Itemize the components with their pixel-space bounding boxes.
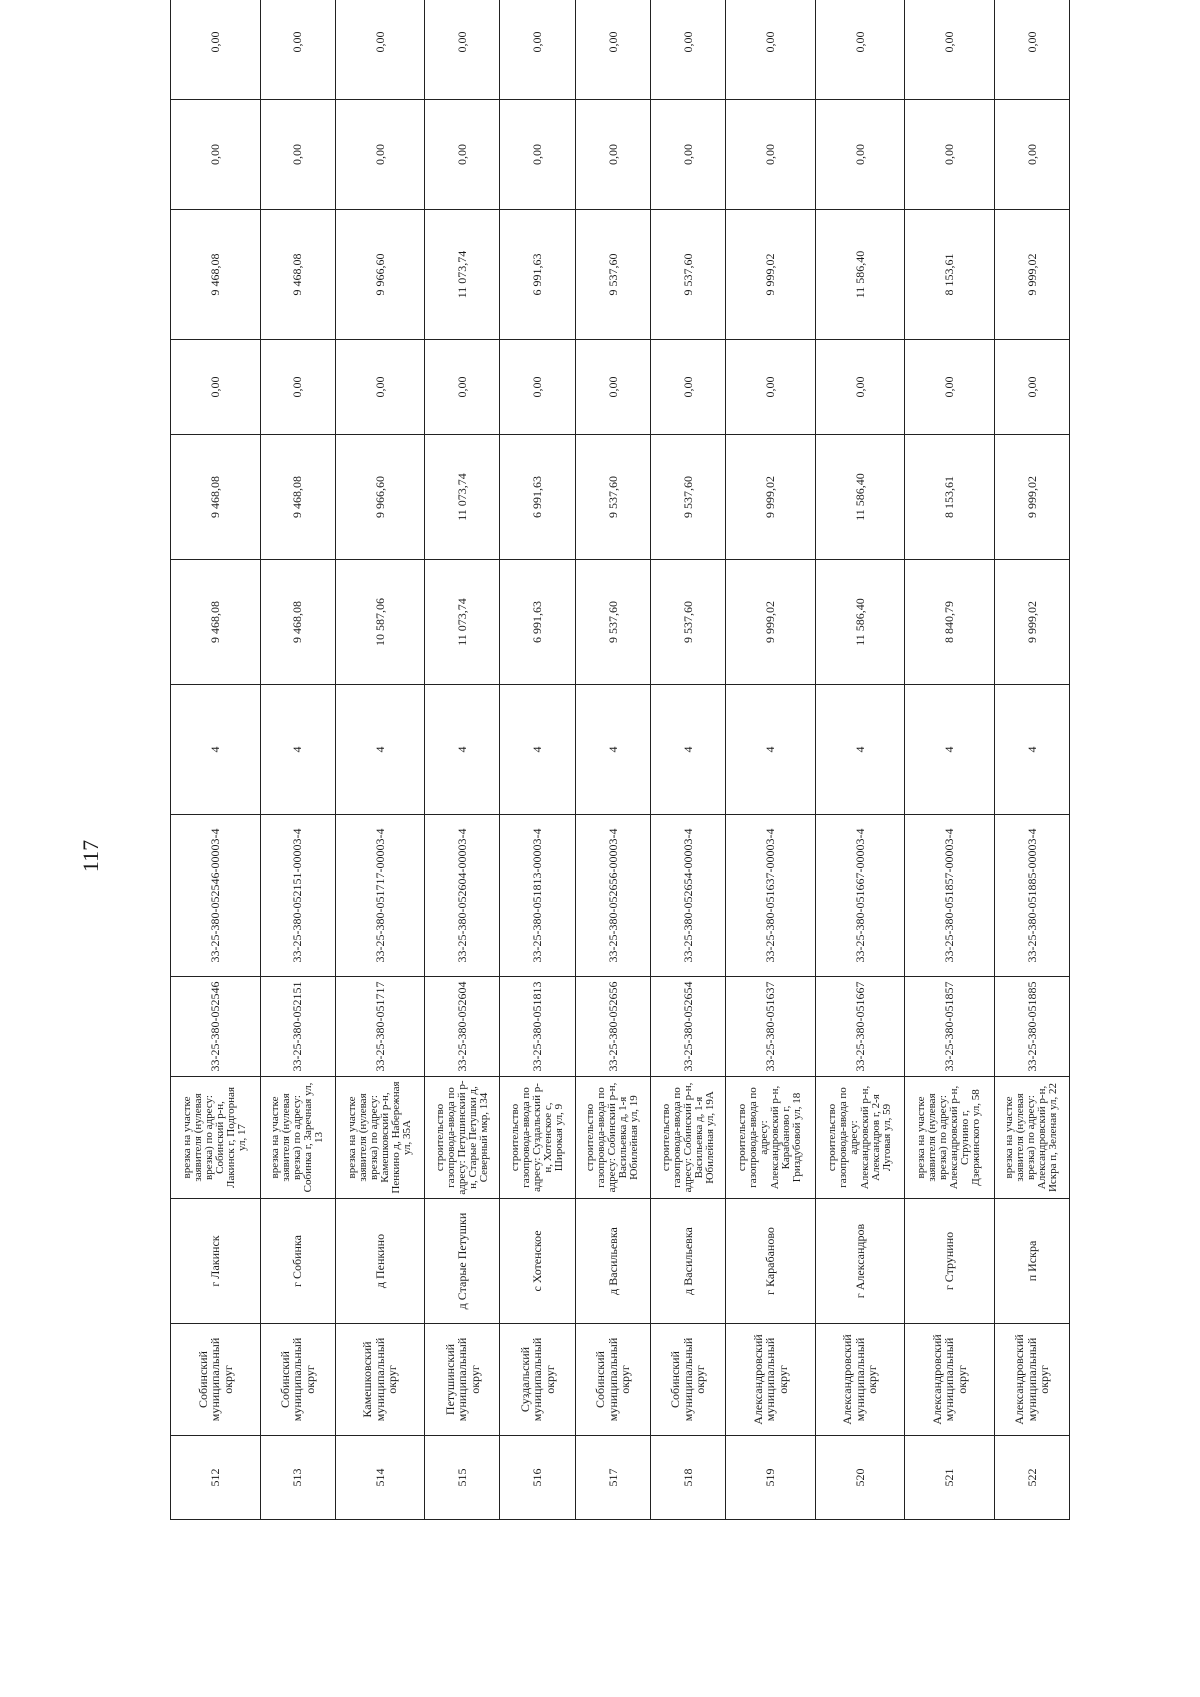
cell-amount-3: 0,00 <box>905 340 995 435</box>
cell-amount-3: 0,00 <box>575 340 650 435</box>
table-row <box>335 0 425 1520</box>
cell-amount-4: 9 537,60 <box>650 210 725 340</box>
cell-settlement: п Искра <box>994 1199 1069 1324</box>
cell-row-number: 520 <box>815 1436 905 1520</box>
cell-settlement: г Лакинск <box>171 1199 261 1324</box>
cell-cadastral-number: 33-25-380-051885 <box>994 977 1069 1077</box>
cell-district: Александровский муниципальный округ <box>905 1324 995 1436</box>
cell-amount-1: 11 586,40 <box>815 560 905 685</box>
cell-district: Александровский муниципальный округ <box>994 1324 1069 1436</box>
cell-row-number: 521 <box>905 1436 995 1520</box>
cell-category: 4 <box>335 685 425 815</box>
cell-category: 4 <box>500 685 575 815</box>
cell-application-id: 33-25-380-052546-00003-4 <box>171 815 261 977</box>
cell-category: 4 <box>815 685 905 815</box>
cell-amount-4: 9 468,08 <box>260 210 335 340</box>
cell-amount-6: 0,00 <box>994 0 1069 100</box>
cell-amount-1: 6 991,63 <box>500 560 575 685</box>
table-body <box>171 0 1070 1520</box>
cell-cadastral-number: 33-25-380-051637 <box>726 977 816 1077</box>
cell-application-id: 33-25-380-052654-00003-4 <box>650 815 725 977</box>
cell-row-number: 512 <box>171 1436 261 1520</box>
table-row <box>171 0 261 1520</box>
cell-cadastral-number: 33-25-380-051667 <box>815 977 905 1077</box>
table-row <box>650 0 725 1520</box>
cell-district: Собинский муниципальный округ <box>260 1324 335 1436</box>
cell-category: 4 <box>726 685 816 815</box>
cell-amount-2: 11 073,74 <box>425 435 500 560</box>
cell-cadastral-number: 33-25-380-052546 <box>171 977 261 1077</box>
cell-application-id: 33-25-380-051717-00003-4 <box>335 815 425 977</box>
cell-amount-6: 0,00 <box>260 0 335 100</box>
cell-cadastral-number: 33-25-380-052654 <box>650 977 725 1077</box>
cell-amount-1: 9 999,02 <box>994 560 1069 685</box>
cell-amount-5: 0,00 <box>994 100 1069 210</box>
cell-amount-3: 0,00 <box>260 340 335 435</box>
cell-amount-2: 9 537,60 <box>575 435 650 560</box>
cell-application-id: 33-25-380-051813-00003-4 <box>500 815 575 977</box>
cell-cadastral-number: 33-25-380-051857 <box>905 977 995 1077</box>
cell-amount-5: 0,00 <box>815 100 905 210</box>
cell-address: врезка на участке заявителя (нулевая врезка) по адресу: Александровский р-н, Искра п, Зеленая ул, 22 <box>994 1077 1069 1199</box>
cell-address: строительство газопровода-ввода по адресу: Петушинский р-н, Старые Петушки д, Северный мкр, 134 <box>425 1077 500 1199</box>
cell-row-number: 522 <box>994 1436 1069 1520</box>
cell-amount-4: 9 966,60 <box>335 210 425 340</box>
cell-address: врезка на участке заявителя (нулевая врезка) по адресу: Собинка г, Заречная ул, 13 <box>260 1077 335 1199</box>
cell-amount-4: 9 468,08 <box>171 210 261 340</box>
cell-cadastral-number: 33-25-380-051813 <box>500 977 575 1077</box>
cell-amount-6: 0,00 <box>905 0 995 100</box>
cell-application-id: 33-25-380-051885-00003-4 <box>994 815 1069 977</box>
cell-amount-6: 0,00 <box>575 0 650 100</box>
cell-application-id: 33-25-380-052151-00003-4 <box>260 815 335 977</box>
register-table <box>170 0 1070 1520</box>
cell-amount-6: 0,00 <box>425 0 500 100</box>
cell-settlement: д Старые Петушки <box>425 1199 500 1324</box>
cell-amount-3: 0,00 <box>500 340 575 435</box>
cell-address: врезка на участке заявителя (нулевая врезка) по адресу: Собинский р-н, Лакинск г, Подгорная ул, 17 <box>171 1077 261 1199</box>
cell-amount-5: 0,00 <box>500 100 575 210</box>
cell-application-id: 33-25-380-052656-00003-4 <box>575 815 650 977</box>
cell-cadastral-number: 33-25-380-052656 <box>575 977 650 1077</box>
cell-amount-1: 9 468,08 <box>260 560 335 685</box>
cell-category: 4 <box>905 685 995 815</box>
cell-address: врезка на участке заявителя (нулевая врезка) по адресу: Камешковский р-н, Пенкино д, Набережная ул, 35А <box>335 1077 425 1199</box>
cell-cadastral-number: 33-25-380-051717 <box>335 977 425 1077</box>
cell-district: Петушинский муниципальный округ <box>425 1324 500 1436</box>
cell-amount-1: 10 587,06 <box>335 560 425 685</box>
cell-amount-2: 9 468,08 <box>260 435 335 560</box>
cell-amount-2: 9 999,02 <box>994 435 1069 560</box>
cell-address: врезка на участке заявителя (нулевая врезка) по адресу: Александровский р-н, Струнино г, Дзержинского ул, 58 <box>905 1077 995 1199</box>
cell-row-number: 514 <box>335 1436 425 1520</box>
cell-application-id: 33-25-380-051667-00003-4 <box>815 815 905 977</box>
cell-amount-4: 8 153,61 <box>905 210 995 340</box>
table-row <box>260 0 335 1520</box>
cell-row-number: 518 <box>650 1436 725 1520</box>
cell-address: строительство газопровода-ввода по адресу: Суздальский р-н, Хотенское с, Широкая ул, 9 <box>500 1077 575 1199</box>
cell-district: Собинский муниципальный округ <box>575 1324 650 1436</box>
cell-row-number: 513 <box>260 1436 335 1520</box>
cell-amount-1: 11 073,74 <box>425 560 500 685</box>
table-row <box>994 0 1069 1520</box>
cell-amount-6: 0,00 <box>726 0 816 100</box>
cell-district: Александровский муниципальный округ <box>726 1324 816 1436</box>
cell-category: 4 <box>260 685 335 815</box>
table-row <box>726 0 816 1520</box>
cell-amount-4: 11 586,40 <box>815 210 905 340</box>
cell-amount-3: 0,00 <box>425 340 500 435</box>
table-row <box>425 0 500 1520</box>
cell-settlement: г Карабаново <box>726 1199 816 1324</box>
cell-application-id: 33-25-380-052604-00003-4 <box>425 815 500 977</box>
cell-amount-1: 9 468,08 <box>171 560 261 685</box>
cell-row-number: 519 <box>726 1436 816 1520</box>
cell-amount-1: 9 999,02 <box>726 560 816 685</box>
cell-settlement: г Собинка <box>260 1199 335 1324</box>
cell-category: 4 <box>425 685 500 815</box>
cell-category: 4 <box>171 685 261 815</box>
cell-cadastral-number: 33-25-380-052151 <box>260 977 335 1077</box>
cell-amount-4: 9 537,60 <box>575 210 650 340</box>
cell-amount-6: 0,00 <box>815 0 905 100</box>
cell-settlement: с Хотенское <box>500 1199 575 1324</box>
cell-amount-2: 9 999,02 <box>726 435 816 560</box>
cell-amount-2: 9 966,60 <box>335 435 425 560</box>
cell-amount-5: 0,00 <box>260 100 335 210</box>
cell-amount-5: 0,00 <box>171 100 261 210</box>
cell-amount-2: 11 586,40 <box>815 435 905 560</box>
cell-cadastral-number: 33-25-380-052604 <box>425 977 500 1077</box>
table-row <box>575 0 650 1520</box>
cell-settlement: г Александров <box>815 1199 905 1324</box>
cell-amount-1: 9 537,60 <box>650 560 725 685</box>
cell-amount-2: 9 468,08 <box>171 435 261 560</box>
cell-address: строительство газопровода-ввода по адресу: Собинский р-н, Васильевка д, 1-я Юбилейная ул, 19 <box>575 1077 650 1199</box>
table-row <box>815 0 905 1520</box>
cell-amount-2: 6 991,63 <box>500 435 575 560</box>
cell-application-id: 33-25-380-051857-00003-4 <box>905 815 995 977</box>
cell-amount-3: 0,00 <box>650 340 725 435</box>
table-row <box>500 0 575 1520</box>
cell-amount-1: 9 537,60 <box>575 560 650 685</box>
cell-settlement: д Васильевка <box>650 1199 725 1324</box>
cell-amount-3: 0,00 <box>726 340 816 435</box>
cell-settlement: д Пенкино <box>335 1199 425 1324</box>
table-row <box>905 0 995 1520</box>
cell-amount-4: 9 999,02 <box>726 210 816 340</box>
page-number: 117 <box>78 839 104 873</box>
rotated-table-container <box>170 31 1070 1520</box>
cell-amount-6: 0,00 <box>650 0 725 100</box>
cell-district: Камешковский муниципальный округ <box>335 1324 425 1436</box>
cell-amount-4: 11 073,74 <box>425 210 500 340</box>
cell-amount-5: 0,00 <box>726 100 816 210</box>
cell-row-number: 515 <box>425 1436 500 1520</box>
cell-address: строительство газопровода-ввода по адресу: Александровский р-н, Карабаново г, Гриздубовой ул, 18 <box>726 1077 816 1199</box>
cell-amount-6: 0,00 <box>335 0 425 100</box>
cell-amount-2: 9 537,60 <box>650 435 725 560</box>
cell-amount-5: 0,00 <box>905 100 995 210</box>
cell-amount-6: 0,00 <box>171 0 261 100</box>
cell-amount-5: 0,00 <box>575 100 650 210</box>
cell-amount-3: 0,00 <box>994 340 1069 435</box>
cell-amount-3: 0,00 <box>171 340 261 435</box>
cell-address: строительство газопровода-ввода по адресу: Собинский р-н, Васильевка д, 1-я Юбилейная ул, 19А <box>650 1077 725 1199</box>
cell-amount-4: 9 999,02 <box>994 210 1069 340</box>
cell-row-number: 517 <box>575 1436 650 1520</box>
cell-amount-5: 0,00 <box>335 100 425 210</box>
cell-settlement: д Васильевка <box>575 1199 650 1324</box>
cell-row-number: 516 <box>500 1436 575 1520</box>
cell-district: Суздальский муниципальный округ <box>500 1324 575 1436</box>
cell-amount-3: 0,00 <box>335 340 425 435</box>
cell-address: строительство газопровода-ввода по адресу: Александровский р-н, Александров г, 2-я Луговая ул, 59 <box>815 1077 905 1199</box>
cell-amount-4: 6 991,63 <box>500 210 575 340</box>
cell-amount-6: 0,00 <box>500 0 575 100</box>
cell-district: Александровский муниципальный округ <box>815 1324 905 1436</box>
cell-amount-1: 8 840,79 <box>905 560 995 685</box>
cell-category: 4 <box>994 685 1069 815</box>
cell-district: Собинский муниципальный округ <box>171 1324 261 1436</box>
cell-settlement: г Струнино <box>905 1199 995 1324</box>
cell-district: Собинский муниципальный округ <box>650 1324 725 1436</box>
cell-application-id: 33-25-380-051637-00003-4 <box>726 815 816 977</box>
cell-category: 4 <box>650 685 725 815</box>
cell-amount-5: 0,00 <box>650 100 725 210</box>
cell-amount-5: 0,00 <box>425 100 500 210</box>
cell-category: 4 <box>575 685 650 815</box>
cell-amount-3: 0,00 <box>815 340 905 435</box>
cell-amount-2: 8 153,61 <box>905 435 995 560</box>
